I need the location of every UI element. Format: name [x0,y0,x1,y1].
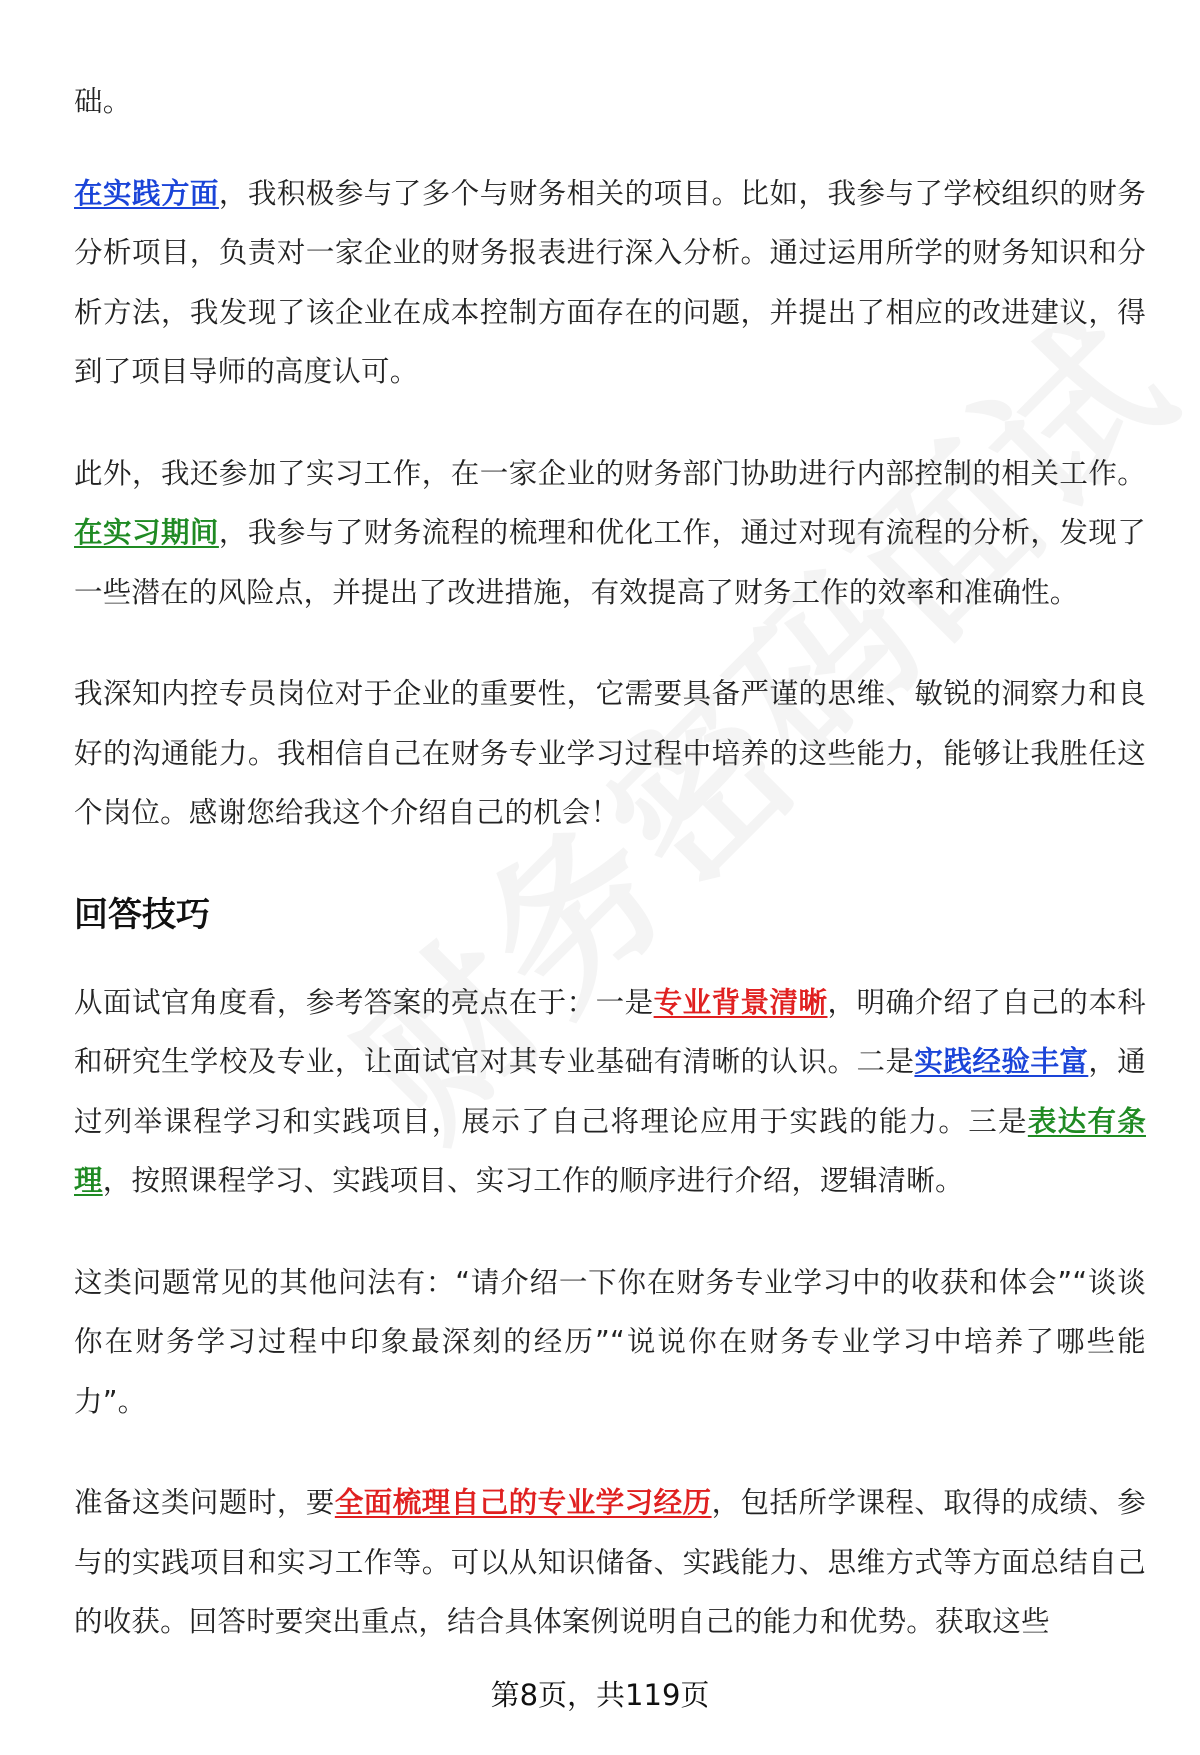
page-number: 第8页，共119页 [490,1678,710,1712]
text-segment: ，通过列举课程学习和实践项目，展示了自己将理论应用于实践的能力。三是 [74,1045,1146,1138]
answer-paragraph-practice [74,164,1146,402]
highlight-experience: 实践经验丰富 [914,1045,1089,1078]
tips-paragraph-preparation [74,1473,1146,1652]
text-segment: 此外，我还参加了实习工作，在一家企业的财务部门协助进行内部控制的相关工作。 [74,456,1146,490]
text-segment: ，包括所学课程、取得的成绩、参与的实践项目和实习工作等。可以从知识储备、实践能力、思维方式等方面总结自己的收获。回答时要突出重点，结合具体案例说明自己的能力和优势。获取这些 [74,1486,1146,1638]
answer-paragraph-internship [74,444,1146,623]
highlight-review: 全面梳理自己的专业学习经历 [334,1486,712,1519]
text-segment: 准备这类问题时，要 [74,1486,335,1519]
text-segment: ，我参与了财务流程的梳理和优化工作，通过对现有流程的分析，发现了一些潜在的风险点，并提出了改进措施，有效提高了财务工作的效率和准确性。 [74,516,1146,609]
answer-paragraph-1 [74,72,1146,132]
text-segment: ，按照课程学习、实践项目、实习工作的顺序进行介绍，逻辑清晰。 [102,1164,964,1197]
tips-paragraph-variants [74,1253,1146,1432]
text-segment: 从面试官角度看，参考答案的亮点在于：一是 [74,985,654,1019]
page-content [74,72,1146,1694]
highlight-background: 专业背景清晰 [653,985,828,1019]
answer-paragraph-closing [74,664,1146,843]
highlight-structure: 表达有条理 [74,1104,1146,1197]
text-segment: 我深知内控专员岗位对于企业的重要性，它需要具备严谨的思维、敏锐的洞察力和良好的沟通能力。我相信自己在财务专业学习过程中培养的这些能力，能够让我胜任这个岗位。感谢您给我这个介绍自己的机会！ [74,677,1146,829]
text-segment: 这类问题常见的其他问法有：“请介绍一下你在财务专业学习中的收获和体会”“谈谈你在财务学习过程中印象最深刻的经历”“说说你在财务专业学习中培养了哪些能力”。 [74,1265,1146,1418]
section-heading: 回答技巧 [74,894,210,935]
highlight-internship: 在实习期间 [74,516,219,549]
text-segment: 础。 [74,85,132,118]
highlight-practice: 在实践方面 [74,176,219,210]
tips-paragraph-highlights [74,973,1146,1211]
text-segment: ，我积极参与了多个与财务相关的项目。比如，我参与了学校组织的财务分析项目，负责对一家企业的财务报表进行深入分析。通过运用所学的财务知识和分析方法，我发现了该企业在成本控制方面存在的问题，并提出了相应的改进建议，得到了项目导师的高度认可。 [74,176,1146,388]
text-segment: ，明确介绍了自己的本科和研究生学校及专业，让面试官对其专业基础有清晰的认识。二是 [74,985,1147,1078]
